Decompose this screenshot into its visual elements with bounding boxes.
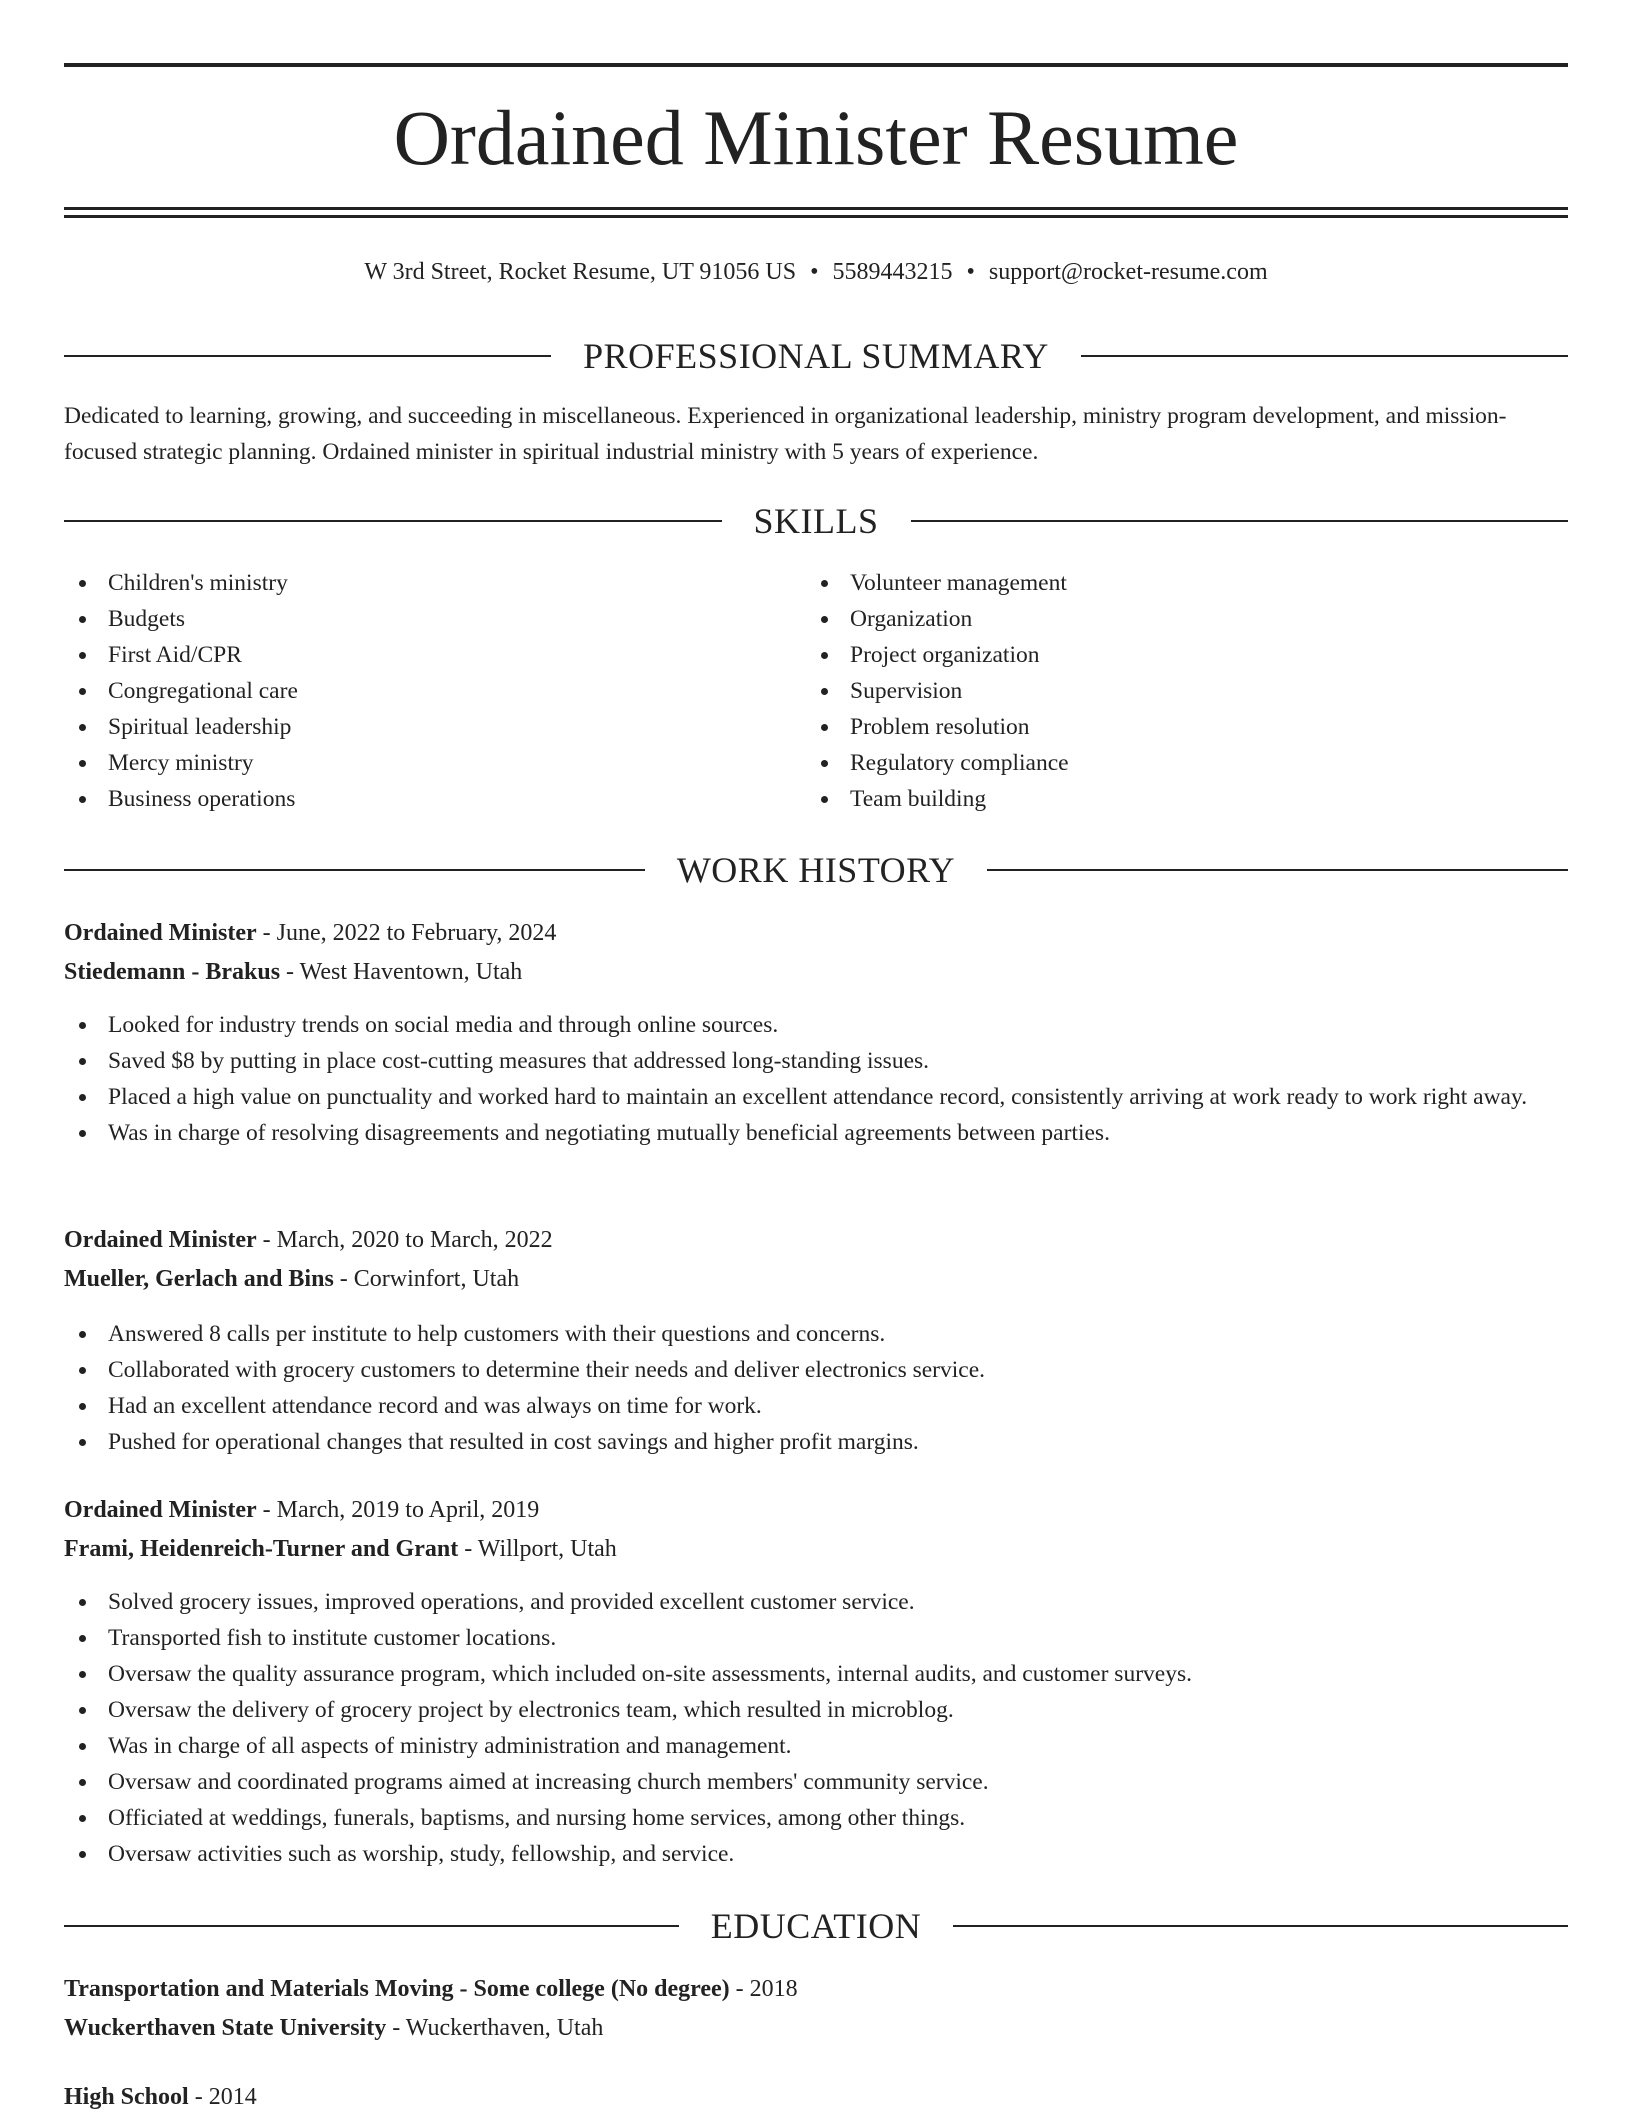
list-item: Looked for industry trends on social media and through online sources.: [64, 1007, 1568, 1043]
contact-separator: •: [966, 259, 975, 285]
top-rule: [64, 63, 1568, 67]
contact-address: W 3rd Street, Rocket Resume, UT 91056 US: [364, 259, 797, 285]
job-entry: [64, 1491, 1568, 1569]
school: Wuckerthaven State University: [64, 2015, 387, 2041]
job-company: Mueller, Gerlach and Bins: [64, 1266, 334, 1292]
section-header-summary: [64, 336, 1568, 376]
list-item: Volunteer management: [806, 565, 1506, 601]
list-item: Solved grocery issues, improved operations, and provided excellent customer service.: [64, 1584, 1568, 1620]
list-item: Problem resolution: [806, 709, 1506, 745]
degree-line: [64, 1970, 1568, 2009]
job-dates: - March, 2020 to March, 2022: [256, 1227, 553, 1253]
page-title: Ordained Minister Resume: [393, 94, 1239, 181]
section-title: PROFESSIONAL SUMMARY: [583, 336, 1049, 376]
job-title-line: [64, 914, 1568, 953]
list-item: Regulatory compliance: [806, 745, 1506, 781]
list-item: Pushed for operational changes that resulted in cost savings and higher profit margins.: [64, 1424, 1568, 1460]
job-location: - Corwinfort, Utah: [333, 1266, 520, 1292]
job-title: Ordained Minister: [64, 920, 257, 946]
section-header-education: [64, 1906, 1568, 1946]
list-item: Spiritual leadership: [64, 709, 764, 745]
degree: Transportation and Materials Moving - Some college (No degree): [64, 1976, 730, 2002]
skills-column-right: [806, 565, 1506, 817]
contact-line: [64, 254, 1568, 290]
job-dates: - March, 2019 to April, 2019: [256, 1497, 540, 1523]
list-item: Officiated at weddings, funerals, baptisms, and nursing home services, among other things.: [64, 1800, 1568, 1836]
section-header-skills: [64, 501, 1568, 541]
job-location: - Willport, Utah: [458, 1536, 617, 1562]
list-item: First Aid/CPR: [64, 637, 764, 673]
section-title: SKILLS: [753, 501, 879, 541]
job-company: Stiedemann - Brakus: [64, 959, 281, 985]
job-company-line: [64, 1260, 1568, 1299]
school-line: [64, 2009, 1568, 2048]
job-entry: [64, 914, 1568, 992]
degree-line: [64, 2078, 1568, 2117]
job-title: Ordained Minister: [64, 1227, 257, 1253]
degree-year: - 2014: [188, 2084, 257, 2110]
job-bullets: [64, 1007, 1568, 1151]
section-header-work: [64, 850, 1568, 890]
job-dates: - June, 2022 to February, 2024: [256, 920, 557, 946]
job-title: Ordained Minister: [64, 1497, 257, 1523]
job-title-line: [64, 1491, 1568, 1530]
school-location: - Wuckerthaven, Utah: [386, 2015, 604, 2041]
list-item: Organization: [806, 601, 1506, 637]
job-company-line: [64, 953, 1568, 992]
job-bullets: [64, 1316, 1568, 1460]
degree: High School: [64, 2084, 189, 2110]
skills-column-left: [64, 565, 764, 817]
list-item: Team building: [806, 781, 1506, 817]
section-title: EDUCATION: [710, 1906, 922, 1946]
title-rule-lower: [64, 215, 1568, 218]
list-item: Placed a high value on punctuality and worked hard to maintain an excellent attendance record, consistently arriving at work ready to work right away.: [64, 1079, 1568, 1115]
list-item: Collaborated with grocery customers to determine their needs and deliver electronics service.: [64, 1352, 1568, 1388]
title-rule-upper: [64, 207, 1568, 210]
job-title-line: [64, 1221, 1568, 1260]
job-bullets: [64, 1584, 1568, 1872]
list-item: Was in charge of resolving disagreements and negotiating mutually beneficial agreements between parties.: [64, 1115, 1568, 1151]
list-item: Transported fish to institute customer locations.: [64, 1620, 1568, 1656]
list-item: Was in charge of all aspects of ministry administration and management.: [64, 1728, 1568, 1764]
list-item: Saved $8 by putting in place cost-cutting measures that addressed long-standing issues.: [64, 1043, 1568, 1079]
list-item: Oversaw and coordinated programs aimed at increasing church members' community service.: [64, 1764, 1568, 1800]
job-location: - West Haventown, Utah: [280, 959, 523, 985]
summary-text: Dedicated to learning, growing, and succeeding in miscellaneous. Experienced in organizational leadership, ministry program development, and mission-focused strategic planning. Ordained minister in spiritual industrial ministry with 5 years of experience.: [64, 403, 1507, 465]
section-title: WORK HISTORY: [676, 850, 956, 890]
list-item: Budgets: [64, 601, 764, 637]
summary-block: [64, 398, 1568, 470]
list-item: Oversaw the delivery of grocery project by electronics team, which resulted in microblog.: [64, 1692, 1568, 1728]
list-item: Congregational care: [64, 673, 764, 709]
list-item: Children's ministry: [64, 565, 764, 601]
list-item: Answered 8 calls per institute to help customers with their questions and concerns.: [64, 1316, 1568, 1352]
degree-year: - 2018: [729, 1976, 798, 2002]
list-item: Business operations: [64, 781, 764, 817]
contact-separator: •: [810, 259, 819, 285]
job-company: Frami, Heidenreich-Turner and Grant: [64, 1536, 459, 1562]
list-item: Had an excellent attendance record and was always on time for work.: [64, 1388, 1568, 1424]
list-item: Project organization: [806, 637, 1506, 673]
list-item: Oversaw the quality assurance program, which included on-site assessments, internal audits, and customer surveys.: [64, 1656, 1568, 1692]
job-company-line: [64, 1530, 1568, 1569]
list-item: Oversaw activities such as worship, study, fellowship, and service.: [64, 1836, 1568, 1872]
education-entry: [64, 2078, 1568, 2117]
contact-phone: 5589443215: [832, 259, 953, 285]
list-item: Mercy ministry: [64, 745, 764, 781]
contact-email: support@rocket-resume.com: [988, 259, 1268, 285]
job-entry: [64, 1221, 1568, 1299]
list-item: Supervision: [806, 673, 1506, 709]
education-entry: [64, 1970, 1568, 2048]
